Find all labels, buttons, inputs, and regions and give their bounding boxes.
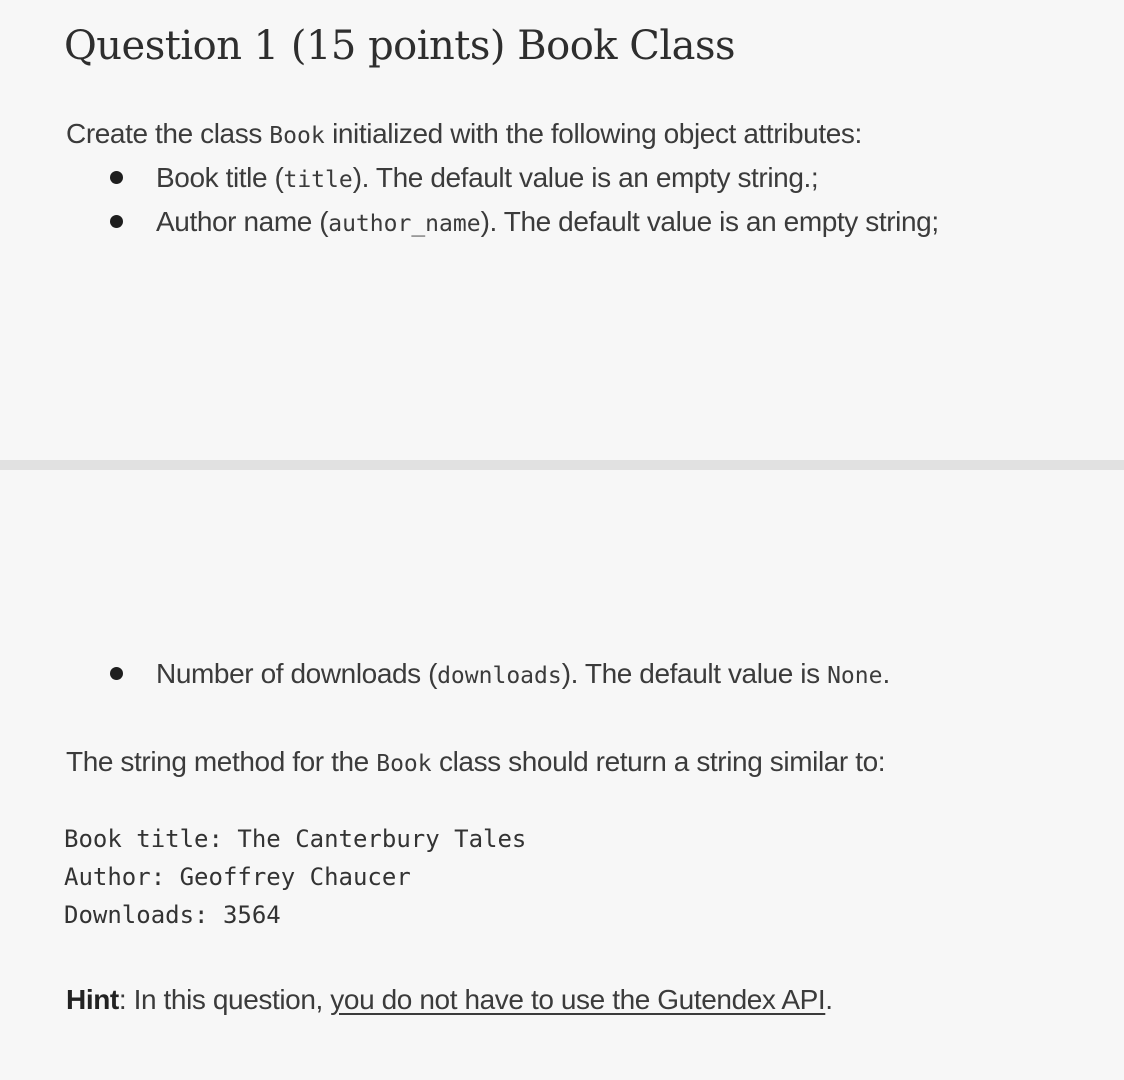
intro-class-name: Book	[269, 123, 325, 149]
bullet-text: ). The default value is an empty string.;	[352, 162, 819, 193]
hint-paragraph	[66, 980, 833, 1020]
bullet-dot-icon	[110, 667, 123, 680]
intro-text-before: Create the class	[66, 118, 270, 149]
code-line: Author: Geoffrey Chaucer	[64, 863, 411, 891]
bullet-code: author_name	[328, 211, 481, 237]
string-method-text-before: The string method for the	[66, 746, 377, 777]
bullet-dot-icon	[110, 215, 123, 228]
bullet-text: Number of downloads (	[156, 658, 438, 689]
bullet-text: ). The default value is	[561, 658, 828, 689]
intro-paragraph	[66, 114, 862, 156]
example-output-code-block	[64, 820, 526, 934]
question-title: Question 1 (15 points) Book Class	[64, 23, 736, 69]
page-divider	[0, 460, 1124, 470]
bullet-text: ). The default value is an empty string;	[480, 206, 939, 237]
bullet-text: Book title (	[156, 162, 284, 193]
bullet-code: None	[827, 663, 883, 689]
hint-text: : In this question,	[118, 984, 331, 1015]
code-line: Downloads: 3564	[64, 901, 281, 929]
string-method-class-name: Book	[376, 751, 432, 777]
intro-text-after: initialized with the following object attributes:	[324, 118, 862, 149]
hint-text-end: .	[825, 984, 833, 1015]
hint-link[interactable]: you do not have to use the Gutendex API	[330, 984, 826, 1015]
bullet-text: Author name (	[156, 206, 329, 237]
bullet-text: .	[882, 658, 890, 689]
bullet-code: downloads	[437, 663, 562, 689]
bullet-dot-icon	[110, 171, 123, 184]
code-line: Book title: The Canterbury Tales	[64, 825, 527, 853]
bullet-code: title	[283, 167, 353, 193]
string-method-text-after: class should return a string similar to:	[431, 746, 886, 777]
hint-label: Hint	[66, 984, 119, 1015]
string-method-paragraph	[66, 742, 885, 784]
